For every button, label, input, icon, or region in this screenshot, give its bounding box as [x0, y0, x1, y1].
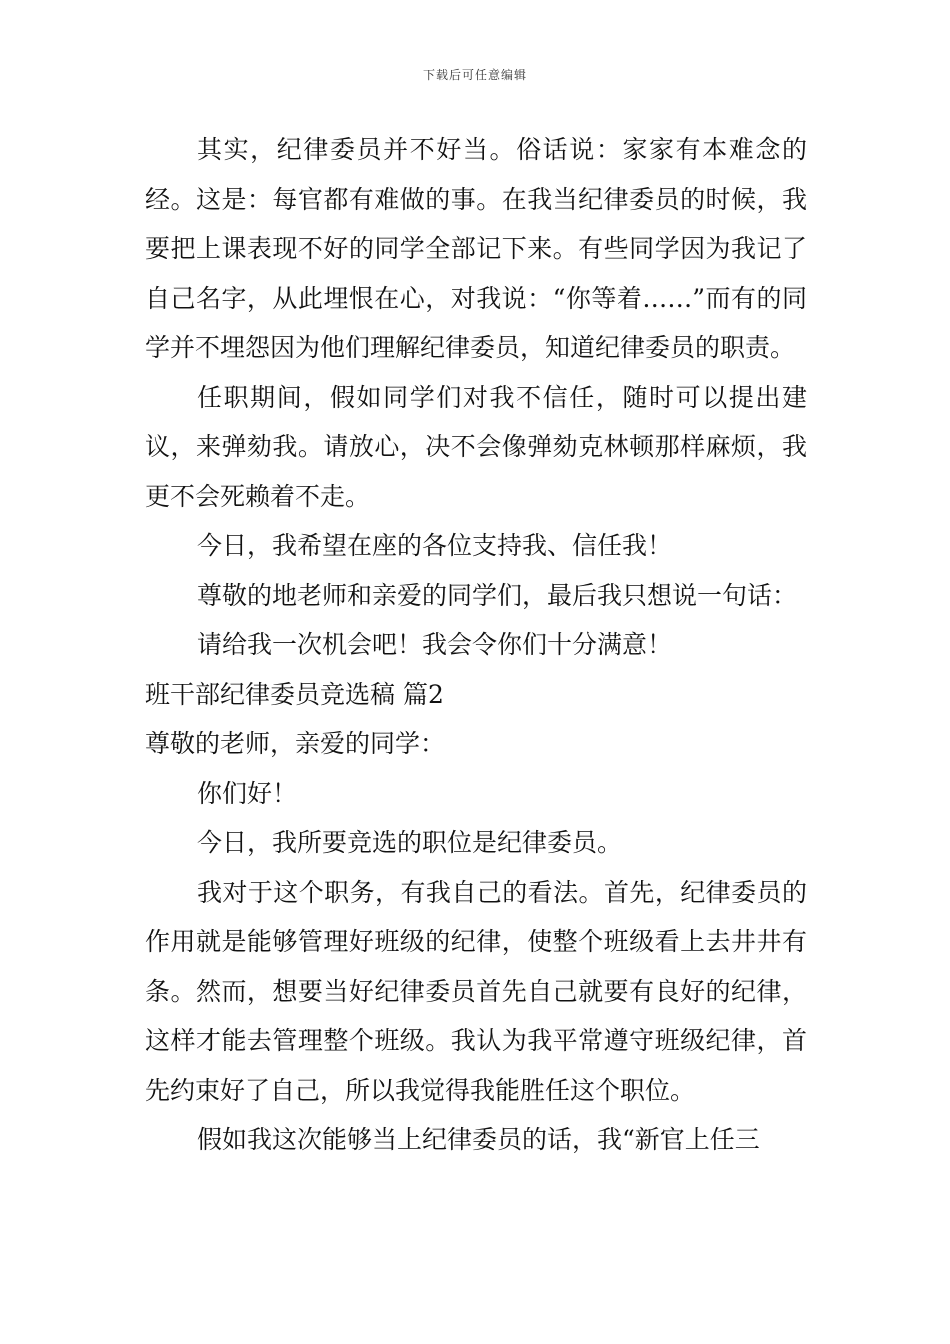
paragraph: 今日，我希望在座的各位支持我、信任我！	[197, 531, 673, 560]
paragraph: 我对于这个职务，有我自己的看法。首先，纪律委员的作用就是能够管理好班级的纪律，使整个班级看上去井井有条。然而，想要当好纪律委员首先自己就要有良好的纪律，这样才能去管理整个班级。我认为我平常遵守班级纪律，首先约束好了自己，所以我觉得我能胜任这个职位。	[145, 877, 807, 1105]
paragraph: 假如我这次能够当上纪律委员的话，我“新官上任三	[197, 1125, 760, 1154]
paragraph: 你们好！	[197, 778, 298, 808]
salutation: 尊敬的老师，亲爱的同学：	[145, 729, 446, 758]
document-body	[145, 125, 807, 1165]
paragraph: 其实，纪律委员并不好当。俗话说：家家有本难念的经。这是：每官都有难做的事。在我当纪律委员的时候，我要把上课表现不好的同学全部记下来。有些同学因为我记了自己名字，从此埋恨在心，对我说：“你等着……”而有的同学并不埋怨因为他们理解纪律委员，知道纪律委员的职责。	[145, 135, 807, 362]
paragraph: 请给我一次机会吧！我会令你们十分满意！	[197, 630, 673, 659]
paragraph: 尊敬的地老师和亲爱的同学们，最后我只想说一句话：	[197, 580, 798, 610]
paragraph: 任职期间，假如同学们对我不信任，随时可以提出建议，来弹劾我。请放心，决不会像弹劾克林顿那样麻烦，我更不会死赖着不走。	[145, 382, 807, 511]
section-heading: 班干部纪律委员竞选稿 篇2	[145, 679, 444, 709]
page-header-note: 下载后可任意编辑	[422, 68, 527, 82]
paragraph: 今日，我所要竞选的职位是纪律委员。	[197, 828, 623, 857]
